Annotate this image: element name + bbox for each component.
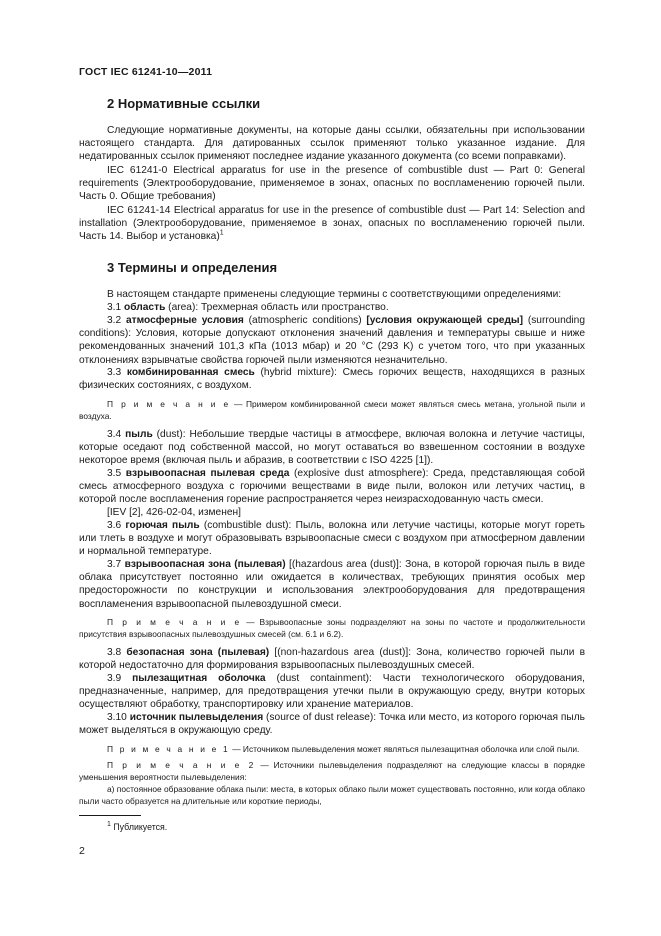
term-3-6: 3.6 горючая пыль (combustible dust): Пыль, волокна или летучие частицы, которые могут гореть или тлеть в воздухе и могут образовывать взрывоопасные смеси с воздухом при атмосферном давлении и нормальной температуре. [79, 520, 585, 558]
note-3-10-2-item-a: а) постоянное образование облака пыли: места, в которых облако пыли может существовать постоянно, или когда облако пыли часто образуется на длительные или короткие периоды, [79, 784, 585, 806]
term-3-8: 3.8 безопасная зона (пылевая) [(non-hazardous area (dust)]: Зона, количество горючей пыли в которой недостаточно для формирования взрывоопасных пылевоздушных смесей. [79, 647, 585, 672]
note-3-7: П р и м е ч а н и е — Взрывоопасные зоны подразделяют на зоны по частоте и продолжительности присутствия взрывоопасных пылевоздушных смесей (см. 6.1 и 6.2). [79, 617, 585, 639]
page-number: 2 [79, 845, 85, 857]
term-3-3: 3.3 комбинированная смесь (hybrid mixture): Смесь горючих веществ, находящихся в разных физических состояниях, с воздухом. [79, 367, 585, 392]
term-3-7: 3.7 взрывоопасная зона (пылевая) [(hazardous area (dust)]: Зона, в которой горючая пыль в виде облака присутствует постоянно или ожидается в количествах, требующих принятия особых мер предосторожности по конструкции и использования электрооборудования для предотвращения воспламенения взрывоопасной пылевоздушной смеси. [79, 559, 585, 610]
reference-iec-61241-14: IEC 61241-14 Electrical apparatus for use in the presence of combustible dust — Part 14: Selection and installation (Электрооборудование, применяемое в зонах, опасных по воспламенению горючей пыли. Часть 14. Выбор и установка)$^1$ [79, 205, 585, 243]
note-3-10-2: П р и м е ч а н и е 2 — Источники пылевыделения подразделяют на следующие классы в порядке уменьшения вероятности пылевыделения: [79, 760, 585, 782]
section-2-intro: Следующие нормативные документы, на которые даны ссылки, обязательны при использовании настоящего стандарта. Для датированных ссылок применяют только указанное издание. Для недатированных ссылок применяют последнее издание указанного документа (со всеми поправками). [79, 125, 585, 163]
term-3-2: 3.2 атмосферные условия (atmospheric conditions) [условия окружающей среды] (surrounding conditions): Условия, которые допускают отклонения значений давления и температуры свыше и ниже рекомендованных значений 101,3 кПа (1013 мбар) и 20 °C (293 K) с учетом того, что при указанных отклонениях взрывчатые свойства горючей пыли изменяются незначительно. [79, 315, 586, 366]
term-3-1: 3.1 область (area): Трехмерная область или пространство. [107, 302, 389, 313]
note-3-3: П р и м е ч а н и е — Примером комбинированной смеси может являться смесь метана, угольной пыли и воздуха. [79, 399, 585, 421]
section-3-intro: В настоящем стандарте применены следующие термины с соответствующими определениями: [107, 289, 562, 300]
term-3-10: 3.10 источник пылевыделения (source of dust release): Точка или место, из которого горючая пыль может выделяться в окружающую среду. [79, 712, 585, 737]
term-3-5-source: [IEV [2], 426-02-04, изменен] [107, 507, 241, 518]
term-3-9: 3.9 пылезащитная оболочка (dust containment): Части технологического оборудования, предназначенные, например, для предотвращения утечки пыли в окружающую среду, внутри которых осуществляют обработку, транспортировку или хранение материалов. [79, 673, 585, 711]
document-header: ГОСТ IEC 61241-10—2011 [79, 66, 213, 78]
term-3-4: 3.4 пыль (dust): Небольшие твердые частицы в атмосфере, включая волокна и летучие частицы, которые оседают под собственной массой, но могут оставаться во взвешенном состоянии в воздухе некоторое время (включая пыль и абразив, в соответствии с ISO 4225 [1]). [79, 429, 585, 467]
reference-iec-61241-0: IEC 61241-0 Electrical apparatus for use in the presence of combustible dust — Part 0: General requirements (Электрооборудование, применяемое в зонах, опасных по воспламенению горючей пыли. Часть 0. Общие требования) [79, 165, 585, 203]
footnote: $^1$ Публикуется. [107, 821, 168, 832]
footnote-mark: 1 [219, 230, 224, 238]
footnote-separator [79, 815, 141, 816]
section-3-heading: 3 Термины и определения [107, 260, 278, 275]
term-3-5: 3.5 взрывоопасная пылевая среда (explosive dust atmosphere): Среда, представляющая собой смесь атмосферного воздуха с горючими веществами в виде пыли, волокон или летучих частиц, в которой после воспламенения горение распространяется через неизрасходованную часть смеси. [79, 468, 585, 506]
section-2-heading: 2 Нормативные ссылки [107, 96, 261, 111]
note-3-10-1: П р и м е ч а н и е 1 — Источником пылевыделения может являться пылезащитная оболочка или слой пыли. [107, 744, 580, 754]
